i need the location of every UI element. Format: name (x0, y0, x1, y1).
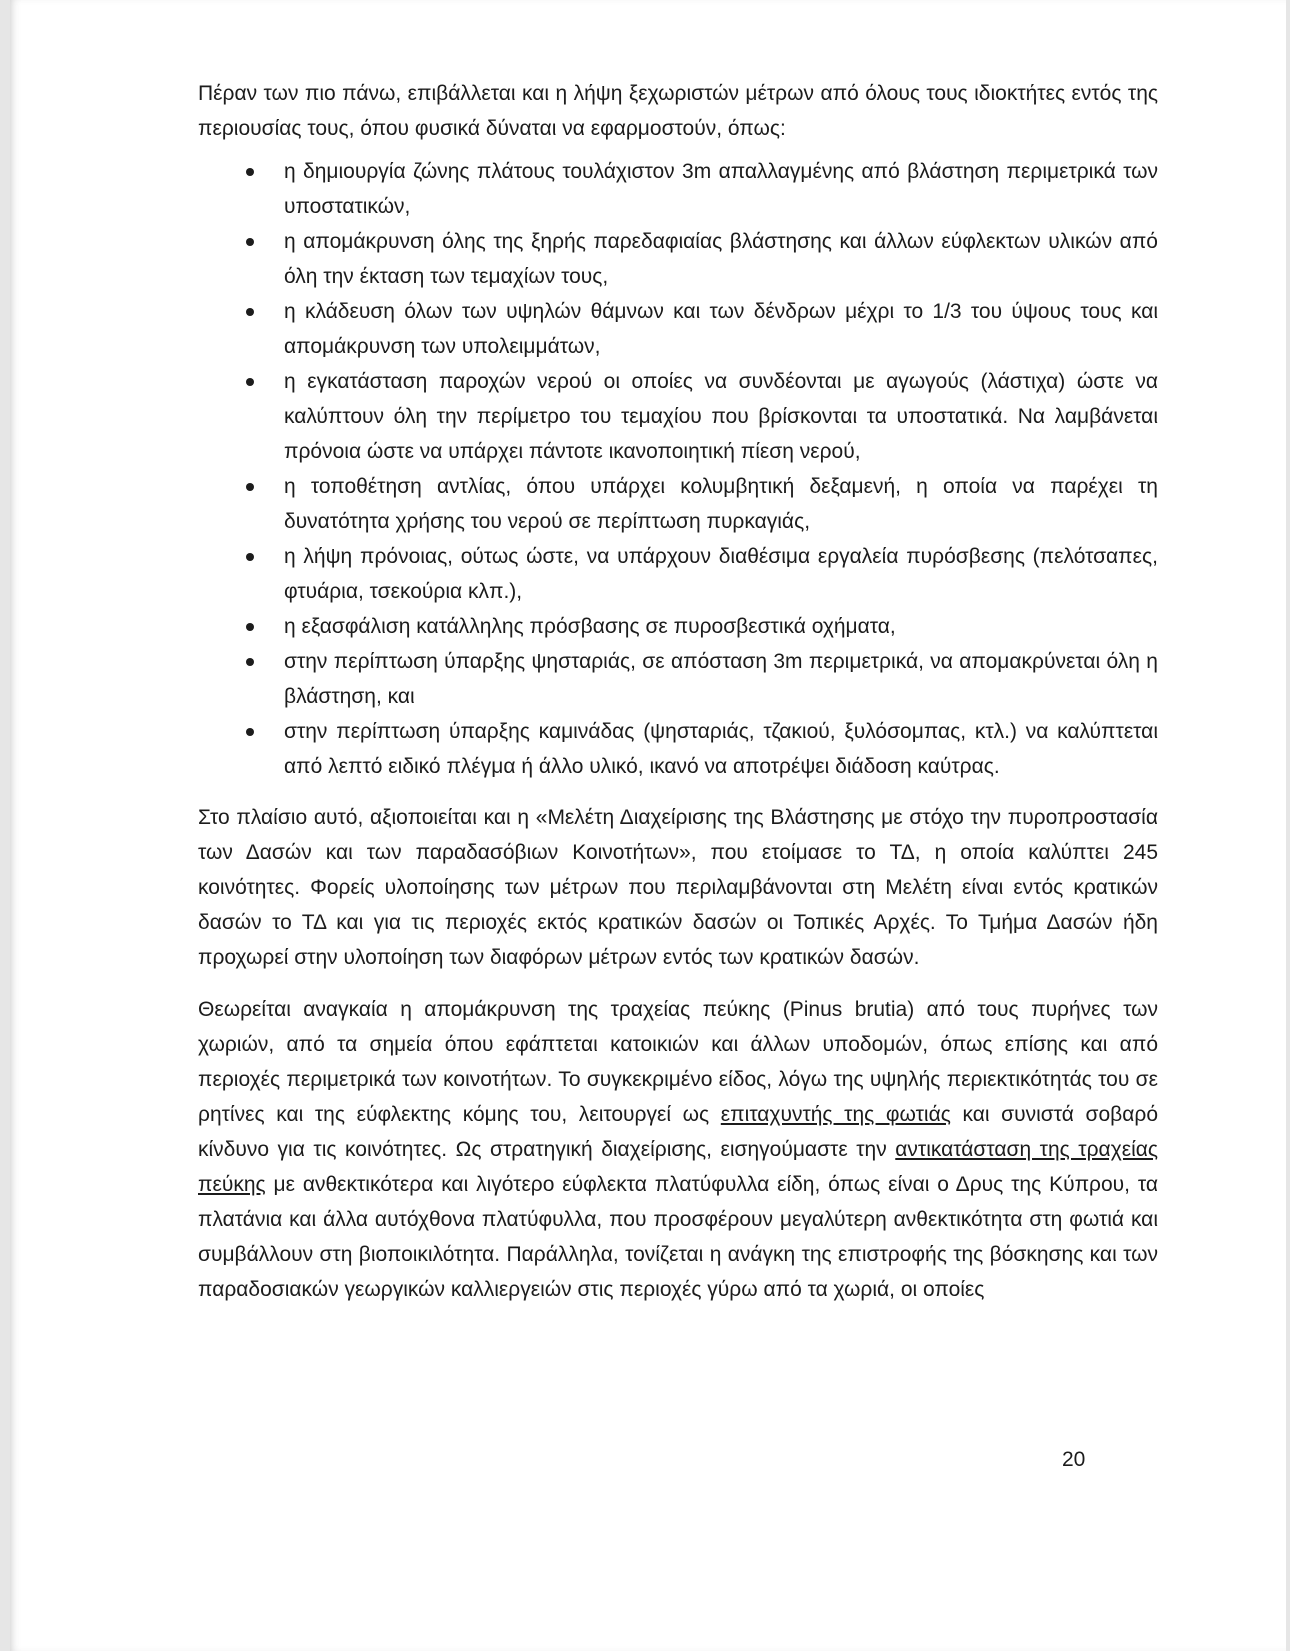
paragraph-text: Θεωρείται αναγκαία η απομάκρυνση της τραχείας πεύκης (Pinus brutia) από τους πυρήνες των χωριών, από τα σημεία όπου εφάπτεται κατοικιών και άλλων υποδομών, όπως επίσης και από περιοχές περιμετρικά των κοινοτήτων. Το συγκεκριμένο είδος, λόγω της υψηλής περιεκτικότητάς του σε ρητίνες και της εύφλεκτης κόμης του, λειτουργεί ως (198, 998, 1158, 1126)
list-item-text: η λήψη πρόνοιας, ούτως ώστε, να υπάρχουν διαθέσιμα εργαλεία πυρόσβεσης (πελότσαπες, φτυάρια, τσεκούρια κλπ.), (284, 545, 1158, 603)
paragraph-text: με ανθεκτικότερα και λιγότερο εύφλεκτα πλατύφυλλα είδη, όπως είναι ο Δρυς της Κύπρου, τα πλατάνια και άλλα αυτόχθονα πλατύφυλλα, που προσφέρουν μεγαλύτερη ανθεκτικότητα στη φωτιά και συμβάλλουν στη βιοποικιλότητα. Παράλληλα, τονίζεται η ανάγκη της επιστροφής της βόσκησης και των παραδοσιακών γεωργικών καλλιεργειών στις περιοχές γύρω από τα χωριά, οι οποίες (198, 1173, 1158, 1301)
list-item (198, 294, 1158, 364)
paragraph-text: και συνιστά σοβαρό κίνδυνο για τις κοινότητες. Ως στρατηγική διαχείρισης, εισηγούμαστε την (198, 1103, 1158, 1161)
list-item-text: η εξασφάλιση κατάλληλης πρόσβασης σε πυροσβεστικά οχήματα, (284, 615, 896, 638)
list-item-text: η δημιουργία ζώνης πλάτους τουλάχιστον 3m απαλλαγμένης από βλάστηση περιμετρικά των υποστατικών, (284, 160, 1158, 218)
bullet-icon (246, 483, 254, 491)
underlined-phrase-fire-accelerator: επιταχυντής της φωτιάς (720, 1103, 951, 1126)
bullet-icon (246, 623, 254, 631)
list-item (198, 609, 1158, 644)
bullet-icon (246, 728, 254, 736)
bullet-icon (246, 238, 254, 246)
bullet-icon (246, 553, 254, 561)
list-item (198, 539, 1158, 609)
list-item-text: στην περίπτωση ύπαρξης καμινάδας (ψησταριάς, τζακιού, ξυλόσομπας, κτλ.) να καλύπτεται από λεπτό ειδικό πλέγμα ή άλλο υλικό, ικανό να αποτρέψει διάδοση καύτρας. (284, 720, 1158, 778)
list-item-text: η εγκατάσταση παροχών νερού οι οποίες να συνδέονται με αγωγούς (λάστιχα) ώστε να καλύπτουν όλη την περίμετρο του τεμαχίου που βρίσκονται τα υποστατικά. Να λαμβάνεται πρόνοια ώστε να υπάρχει πάντοτε ικανοποιητική πίεση νερού, (284, 370, 1158, 463)
bullet-icon (246, 308, 254, 316)
pine-removal-paragraph (198, 992, 1158, 1307)
document-page (10, 0, 1286, 1651)
bullet-icon (246, 658, 254, 666)
page-number: 20 (1062, 1448, 1086, 1471)
bullet-icon (246, 168, 254, 176)
list-item-text: η κλάδευση όλων των υψηλών θάμνων και των δένδρων μέχρι το 1/3 του ύψους τους και απομάκρυνση των υπολειμμάτων, (284, 300, 1158, 358)
list-item (198, 469, 1158, 539)
list-item (198, 224, 1158, 294)
list-item (198, 714, 1158, 784)
list-item-text: στην περίπτωση ύπαρξης ψησταριάς, σε απόσταση 3m περιμετρικά, να απομακρύνεται όλη η βλάστηση, και (284, 650, 1158, 708)
list-item (198, 154, 1158, 224)
list-item-text: η απομάκρυνση όλης της ξηρής παρεδαφιαίας βλάστησης και άλλων εύφλεκτων υλικών από όλη την έκταση των τεμαχίων τους, (284, 230, 1158, 288)
forest-study-paragraph: Στο πλαίσιο αυτό, αξιοποιείται και η «Μελέτη Διαχείρισης της Βλάστησης με στόχο την πυροπροστασία των Δασών και των παραδασόβιων Κοινοτήτων», που ετοίμασε το ΤΔ, η οποία καλύπτει 245 κοινότητες. Φορείς υλοποίησης των μέτρων που περιλαμβάνονται στη Μελέτη είναι εντός κρατικών δασών το ΤΔ και για τις περιοχές εκτός κρατικών δασών οι Τοπικές Αρχές. Το Τμήμα Δασών ήδη προχωρεί στην υλοποίηση των διαφόρων μέτρων εντός των κρατικών δασών. (198, 806, 1158, 969)
list-item (198, 364, 1158, 469)
underlined-phrase-pine-replacement: αντικατάσταση της τραχείας πεύκης (198, 1138, 1159, 1196)
intro-paragraph: Πέραν των πιο πάνω, επιβάλλεται και η λήψη ξεχωριστών μέτρων από όλους τους ιδιοκτήτες εντός της περιουσίας τους, όπου φυσικά δύναται να εφαρμοστούν, όπως: (198, 82, 1158, 140)
measures-list (198, 154, 1158, 784)
page-content (198, 76, 1158, 1324)
list-item (198, 644, 1158, 714)
bullet-icon (246, 378, 254, 386)
list-item-text: η τοποθέτηση αντλίας, όπου υπάρχει κολυμβητική δεξαμενή, η οποία να παρέχει τη δυνατότητα χρήσης του νερού σε περίπτωση πυρκαγιάς, (284, 475, 1158, 533)
